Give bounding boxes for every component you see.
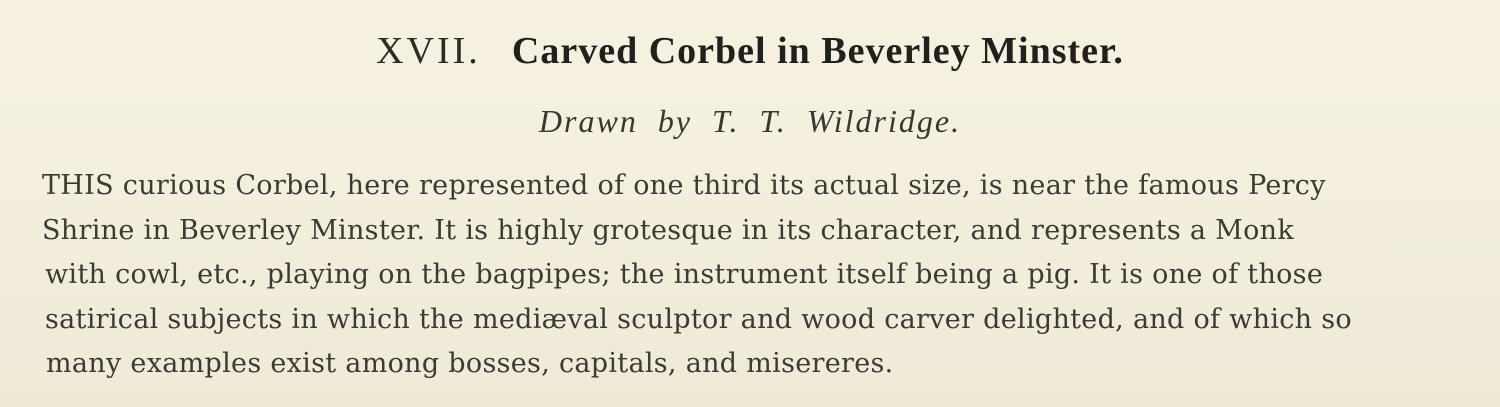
paragraph-line: THIS curious Corbel, here represented of one third its actual size, is near the famous Percy	[42, 170, 1326, 201]
artist-credit: Drawn by T. T. Wildridge.	[538, 103, 962, 139]
paragraph-line: Shrine in Beverley Minster. It is highly grotesque in its character, and represents a Monk	[42, 214, 1295, 246]
description-paragraph	[42, 164, 1462, 387]
paragraph-line: satirical subjects in which the mediæval sculptor and wood carver delighted, and of which so	[45, 303, 1352, 335]
plate-title: Carved Corbel in Beverley Minster.	[511, 30, 1124, 72]
plate-number: XVII.	[376, 30, 481, 72]
paragraph-line: with cowl, etc., playing on the bagpipes; the instrument itself being a pig. It is one of those	[45, 259, 1324, 290]
paragraph-line: many examples exist among bosses, capitals, and misereres.	[46, 348, 894, 379]
plate-heading	[0, 26, 1500, 83]
